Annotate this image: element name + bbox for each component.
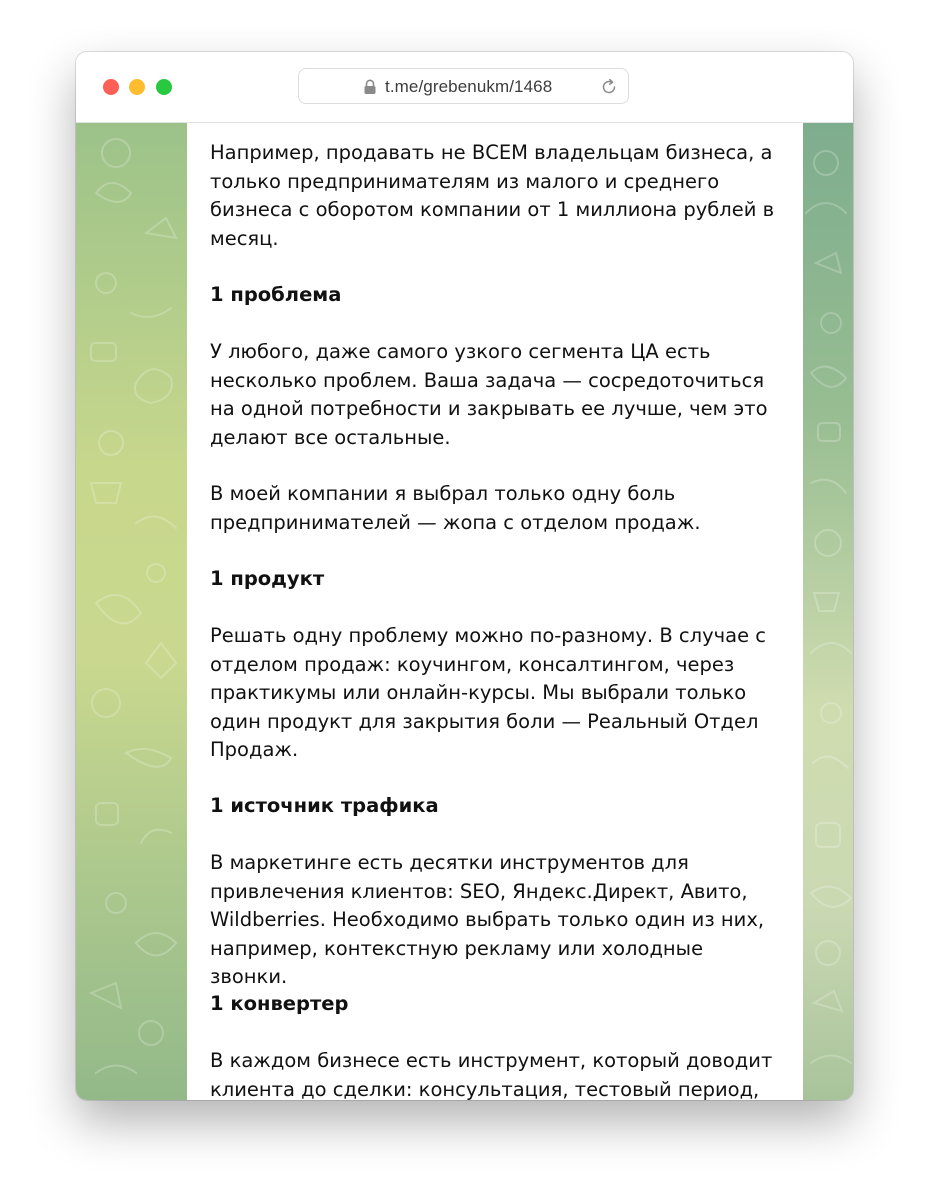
- post-heading: 1 источник трафика: [210, 794, 439, 817]
- address-bar[interactable]: [298, 68, 629, 104]
- reload-icon[interactable]: [599, 77, 619, 97]
- post-paragraph: В каждом бизнесе есть инструмент, который доводит клиента до сделки: консультация, тестовый период,: [210, 1049, 773, 1100]
- post-paragraph: В маркетинге есть десятки инструментов для привлечения клиентов: SEO, Яндекс.Директ, Авито, Wildberries. Необходимо выбрать только один из них, например, контекстную рекламу или холодные звонки.: [210, 851, 765, 988]
- browser-window: [76, 52, 853, 1100]
- url-text: t.me/grebenukm/1468: [385, 77, 553, 96]
- page-viewport: [76, 123, 853, 1100]
- close-window-button[interactable]: [103, 79, 119, 95]
- post-card: [187, 123, 803, 1100]
- title-bar: [76, 52, 853, 123]
- post-paragraph: Решать одну проблему можно по-разному. В случае с отделом продаж: коучингом, консалтингом, через практикумы или онлайн-курсы. Мы выбрали только один продукт для закрытия боли — Реальный Отдел Продаж.: [210, 624, 767, 761]
- minimize-window-button[interactable]: [129, 79, 145, 95]
- post-heading: 1 продукт: [210, 567, 325, 590]
- post-paragraph: В моей компании я выбрал только одну боль предпринимателей — жопа с отделом продаж.: [210, 482, 701, 534]
- post-paragraph: У любого, даже самого узкого сегмента ЦА есть несколько проблем. Ваша задача — сосредоточиться на одной потребности и закрывать ее лучше, чем это делают все остальные.: [210, 340, 768, 449]
- post-heading: 1 конвертер: [210, 992, 349, 1015]
- post-paragraph: Например, продавать не ВСЕМ владельцам бизнеса, а только предпринимателям из малого и среднего бизнеса с оборотом компании от 1 миллиона рублей в месяц.: [210, 141, 775, 250]
- lock-icon: [363, 79, 377, 95]
- post-heading: 1 проблема: [210, 283, 342, 306]
- zoom-window-button[interactable]: [156, 79, 172, 95]
